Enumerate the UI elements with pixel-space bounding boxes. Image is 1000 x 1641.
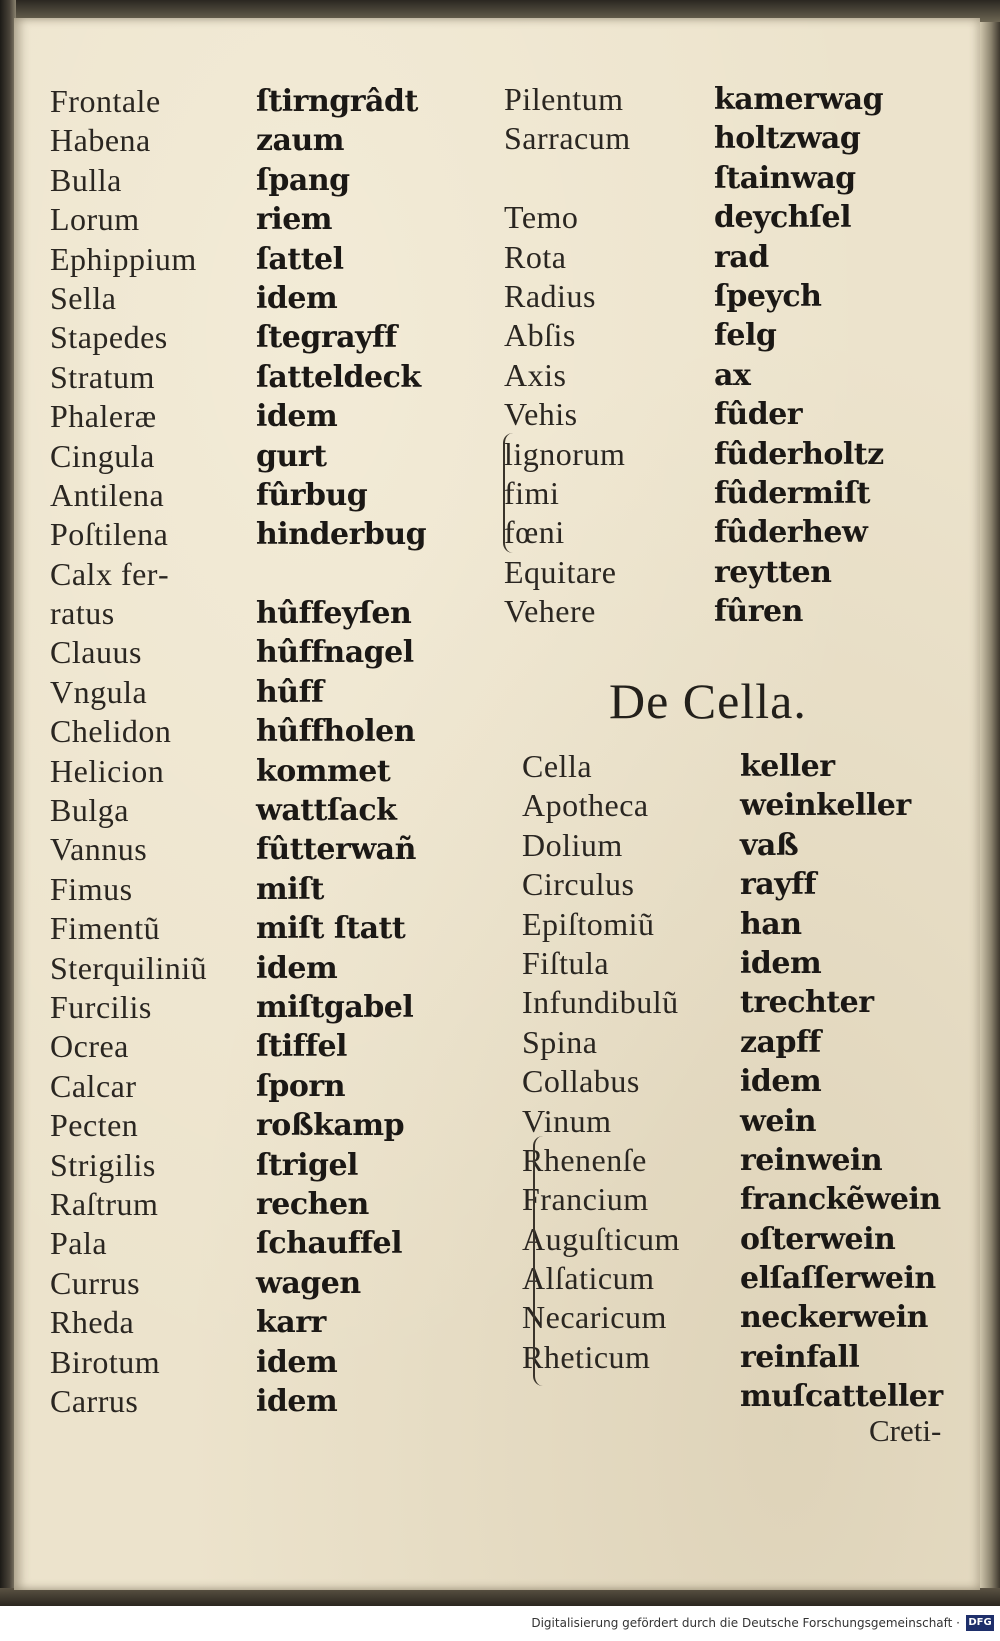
latin-term: Chelidon — [50, 713, 172, 750]
latin-term: Ephippium — [50, 240, 197, 277]
latin-term: Rota — [504, 238, 567, 275]
latin-term: Sarracum — [504, 120, 631, 157]
german-term: wattſack — [256, 793, 397, 829]
latin-term: Bulga — [50, 792, 129, 829]
german-term: idem — [740, 945, 822, 981]
latin-term: Stratum — [50, 358, 155, 395]
latin-term: ratus — [50, 595, 115, 632]
latin-term: Strigilis — [50, 1146, 156, 1183]
latin-term: Spina — [522, 1023, 598, 1060]
latin-term: Calx fer‑ — [50, 555, 170, 592]
entry-row — [50, 240, 480, 279]
german-term: oſterwein — [740, 1221, 896, 1257]
german-term: hûffnagel — [256, 635, 414, 671]
latin-term: Alſaticum — [522, 1260, 655, 1297]
entry-row — [504, 474, 974, 513]
german-term: idem — [256, 399, 338, 435]
entry-row — [50, 988, 480, 1027]
german-term: idem — [256, 1344, 338, 1380]
german-term: riem — [256, 202, 333, 238]
latin-term: Birotum — [50, 1343, 161, 1380]
german-term: miſt — [256, 871, 324, 907]
german-term: vaß — [740, 827, 799, 863]
latin-term: Phaleræ — [50, 398, 157, 435]
entry-row — [504, 198, 974, 237]
brace-vinum — [533, 1136, 545, 1386]
latin-term: Vinum — [522, 1102, 612, 1139]
latin-term: Antilena — [50, 476, 165, 513]
german-term: ſtainwag — [714, 160, 856, 196]
entry-row — [504, 277, 974, 316]
entry-row — [50, 1146, 480, 1185]
german-term: felg — [714, 318, 777, 354]
latin-term: Rheda — [50, 1304, 135, 1341]
german-term: ax — [714, 357, 751, 393]
entry-row — [50, 515, 480, 554]
latin-term: Cella — [522, 748, 593, 784]
latin-term: Vannus — [50, 831, 148, 868]
german-term: franckẽwein — [740, 1182, 941, 1218]
german-term: karr — [256, 1305, 326, 1341]
latin-term: Collabus — [522, 1063, 640, 1100]
entry-row — [50, 358, 480, 397]
german-term: gurt — [256, 438, 327, 474]
latin-term: Fiſtula — [522, 944, 610, 981]
latin-term: Furcilis — [50, 988, 152, 1025]
book-edge-bottom — [0, 1588, 1000, 1606]
latin-term: Raſtrum — [50, 1185, 159, 1222]
entry-row — [50, 82, 480, 121]
entry-row — [50, 909, 480, 948]
german-term: wein — [740, 1103, 817, 1139]
entry-row — [522, 1259, 974, 1298]
german-term: kamerwag — [714, 82, 884, 117]
entry-row — [50, 1185, 480, 1224]
latin-term: Helicion — [50, 752, 165, 789]
entry-row — [522, 1220, 974, 1259]
latin-term: Infundibulũ — [522, 984, 679, 1021]
german-term: ſtegrayff — [256, 320, 397, 356]
german-term: keller — [740, 749, 835, 784]
latin-term: Auguſticum — [522, 1220, 680, 1257]
german-term: reinfall — [740, 1339, 860, 1375]
german-term: reytten — [714, 554, 832, 590]
entry-row — [522, 983, 974, 1022]
german-term: ſtiffel — [256, 1029, 347, 1065]
entry-row — [50, 476, 480, 515]
latin-term: Carrus — [50, 1382, 139, 1419]
entry-row — [504, 316, 974, 355]
latin-term: Radius — [504, 277, 596, 314]
entry-row — [522, 1180, 974, 1219]
german-term: rad — [714, 239, 769, 275]
entry-row — [504, 435, 974, 474]
latin-term: Temo — [504, 199, 579, 236]
entry-row — [504, 80, 974, 119]
latin-term: Pala — [50, 1225, 108, 1262]
entry-row — [50, 121, 480, 160]
entry-row — [522, 1298, 974, 1337]
entry-row — [50, 397, 480, 436]
german-term: ſtrigel — [256, 1147, 358, 1183]
entry-row — [50, 791, 480, 830]
cella-column — [522, 747, 974, 1417]
german-term: ſpeych — [714, 278, 822, 314]
german-term: weinkeller — [740, 788, 911, 824]
german-term: roßkamp — [256, 1108, 405, 1144]
entry-row — [50, 1343, 480, 1382]
book-page — [14, 18, 980, 1590]
entry-row — [522, 865, 974, 904]
entry-row — [522, 1102, 974, 1141]
entry-row — [522, 944, 974, 983]
entry-row — [522, 786, 974, 825]
entry-row — [50, 1382, 480, 1421]
book-edge-right — [980, 22, 1000, 1606]
latin-term: Fimentũ — [50, 910, 161, 947]
latin-term: Dolium — [522, 826, 623, 863]
entry-row — [50, 633, 480, 672]
latin-term: Rheticum — [522, 1338, 651, 1375]
entry-row — [504, 592, 974, 631]
latin-term: Vngula — [50, 673, 148, 710]
german-term: hûffholen — [256, 714, 416, 750]
latin-term: Stapedes — [50, 319, 168, 356]
german-term: fûderholtz — [714, 436, 884, 472]
dfg-logo: DFG — [966, 1615, 994, 1631]
entry-row — [50, 870, 480, 909]
entry-row — [50, 712, 480, 751]
entry-row — [522, 1377, 974, 1416]
german-term: ſpang — [256, 162, 350, 198]
entry-row — [50, 437, 480, 476]
entry-row — [50, 555, 480, 594]
brace-vehis — [503, 433, 515, 553]
latin-term: Rhenenſe — [522, 1141, 647, 1178]
entry-row — [50, 752, 480, 791]
entry-row — [504, 238, 974, 277]
entry-row — [522, 1338, 974, 1377]
latin-term: Vehere — [504, 593, 596, 630]
german-term: ſtirngrâdt — [256, 84, 418, 119]
entry-row — [50, 1067, 480, 1106]
german-term: zaum — [256, 123, 345, 159]
german-term: miſtgabel — [256, 989, 414, 1025]
latin-term: Apotheca — [522, 787, 649, 824]
german-term: elſaſſerwein — [740, 1261, 936, 1297]
german-term: han — [740, 906, 802, 942]
entry-row — [50, 200, 480, 239]
entry-row — [50, 1027, 480, 1066]
german-term: ſporn — [256, 1068, 346, 1104]
entry-row — [50, 161, 480, 200]
latin-term: Bulla — [50, 161, 122, 198]
german-term: fûdermiſt — [714, 475, 870, 511]
german-term: fûtterwañ — [256, 832, 416, 868]
german-term: fûder — [714, 397, 803, 433]
latin-term: Lorum — [50, 201, 140, 238]
latin-term: Necaricum — [522, 1299, 667, 1336]
entry-row — [50, 1303, 480, 1342]
latin-term: Vehis — [504, 396, 578, 433]
german-term: trechter — [740, 985, 874, 1021]
german-term: zapff — [740, 1024, 821, 1060]
german-term: rechen — [256, 1186, 369, 1222]
latin-term: Currus — [50, 1264, 141, 1301]
latin-term: Habena — [50, 122, 151, 159]
german-term: hinderbug — [256, 517, 427, 553]
entry-row — [50, 594, 480, 633]
german-term: hûff — [256, 674, 324, 710]
entry-row — [50, 279, 480, 318]
german-term: reinwein — [740, 1142, 883, 1178]
german-term: ſchauffel — [256, 1226, 403, 1262]
latin-term: lignorum — [504, 435, 626, 472]
german-term: rayff — [740, 867, 816, 903]
latin-term: Pecten — [50, 1107, 139, 1144]
german-term: kommet — [256, 753, 391, 789]
latin-term: Abſis — [504, 317, 576, 354]
german-term: neckerwein — [740, 1300, 928, 1336]
latin-term: Equitare — [504, 553, 617, 590]
german-term: idem — [256, 950, 338, 986]
latin-term: Frontale — [50, 83, 161, 119]
entry-row — [50, 673, 480, 712]
latin-term: Cingula — [50, 437, 155, 474]
latin-term: Clauus — [50, 634, 142, 671]
entry-row — [504, 395, 974, 434]
german-term: miſt ſtatt — [256, 911, 406, 947]
entry-row — [50, 318, 480, 357]
german-term: ſattel — [256, 241, 344, 277]
entry-row — [504, 119, 974, 158]
latin-term: Epiſtomiũ — [522, 905, 655, 942]
section-title: De Cella. — [609, 673, 807, 729]
entry-row — [504, 553, 974, 592]
latin-term: Ocrea — [50, 1028, 129, 1065]
entry-row — [504, 356, 974, 395]
german-term: idem — [256, 1383, 338, 1419]
latin-term: Calcar — [50, 1067, 137, 1104]
catchword: Creti‑ — [869, 1413, 942, 1448]
entry-row — [50, 1264, 480, 1303]
latin-term: fœni — [504, 514, 565, 551]
entry-row — [522, 826, 974, 865]
german-term: idem — [740, 1064, 822, 1100]
entry-row — [522, 1062, 974, 1101]
entry-row — [522, 1023, 974, 1062]
latin-term: Axis — [504, 356, 567, 393]
german-term: muſcatteller — [740, 1379, 943, 1415]
entry-row — [504, 513, 974, 552]
german-term: hûffeyſen — [256, 596, 412, 632]
entry-row — [50, 1224, 480, 1263]
latin-term: Fimus — [50, 870, 133, 907]
german-term: wagen — [256, 1265, 361, 1301]
left-column — [50, 82, 480, 1421]
german-term: deychſel — [714, 200, 851, 236]
right-column — [504, 80, 974, 631]
latin-term: Sterquiliniũ — [50, 949, 208, 986]
german-term: holtzwag — [714, 121, 861, 157]
entry-row — [50, 830, 480, 869]
entry-row — [50, 949, 480, 988]
entry-row — [50, 1106, 480, 1145]
german-term: idem — [256, 280, 338, 316]
latin-term: Pilentum — [504, 81, 624, 117]
latin-term: Sella — [50, 279, 117, 316]
footer — [0, 1606, 1000, 1641]
latin-term: Francium — [522, 1181, 649, 1218]
latin-term: Poſtilena — [50, 516, 169, 553]
german-term: fûderhew — [714, 515, 868, 551]
latin-term: Circulus — [522, 866, 635, 903]
entry-row — [522, 1141, 974, 1180]
german-term: fûren — [714, 594, 803, 630]
german-term: fûrbug — [256, 477, 368, 513]
footer-credit: Digitalisierung gefördert durch die Deutsche Forschungsgemeinschaft · — [531, 1616, 960, 1630]
entry-row — [504, 159, 974, 198]
entry-row — [522, 905, 974, 944]
entry-row — [522, 747, 974, 786]
german-term: ſatteldeck — [256, 359, 421, 395]
latin-term: fimi — [504, 474, 560, 511]
